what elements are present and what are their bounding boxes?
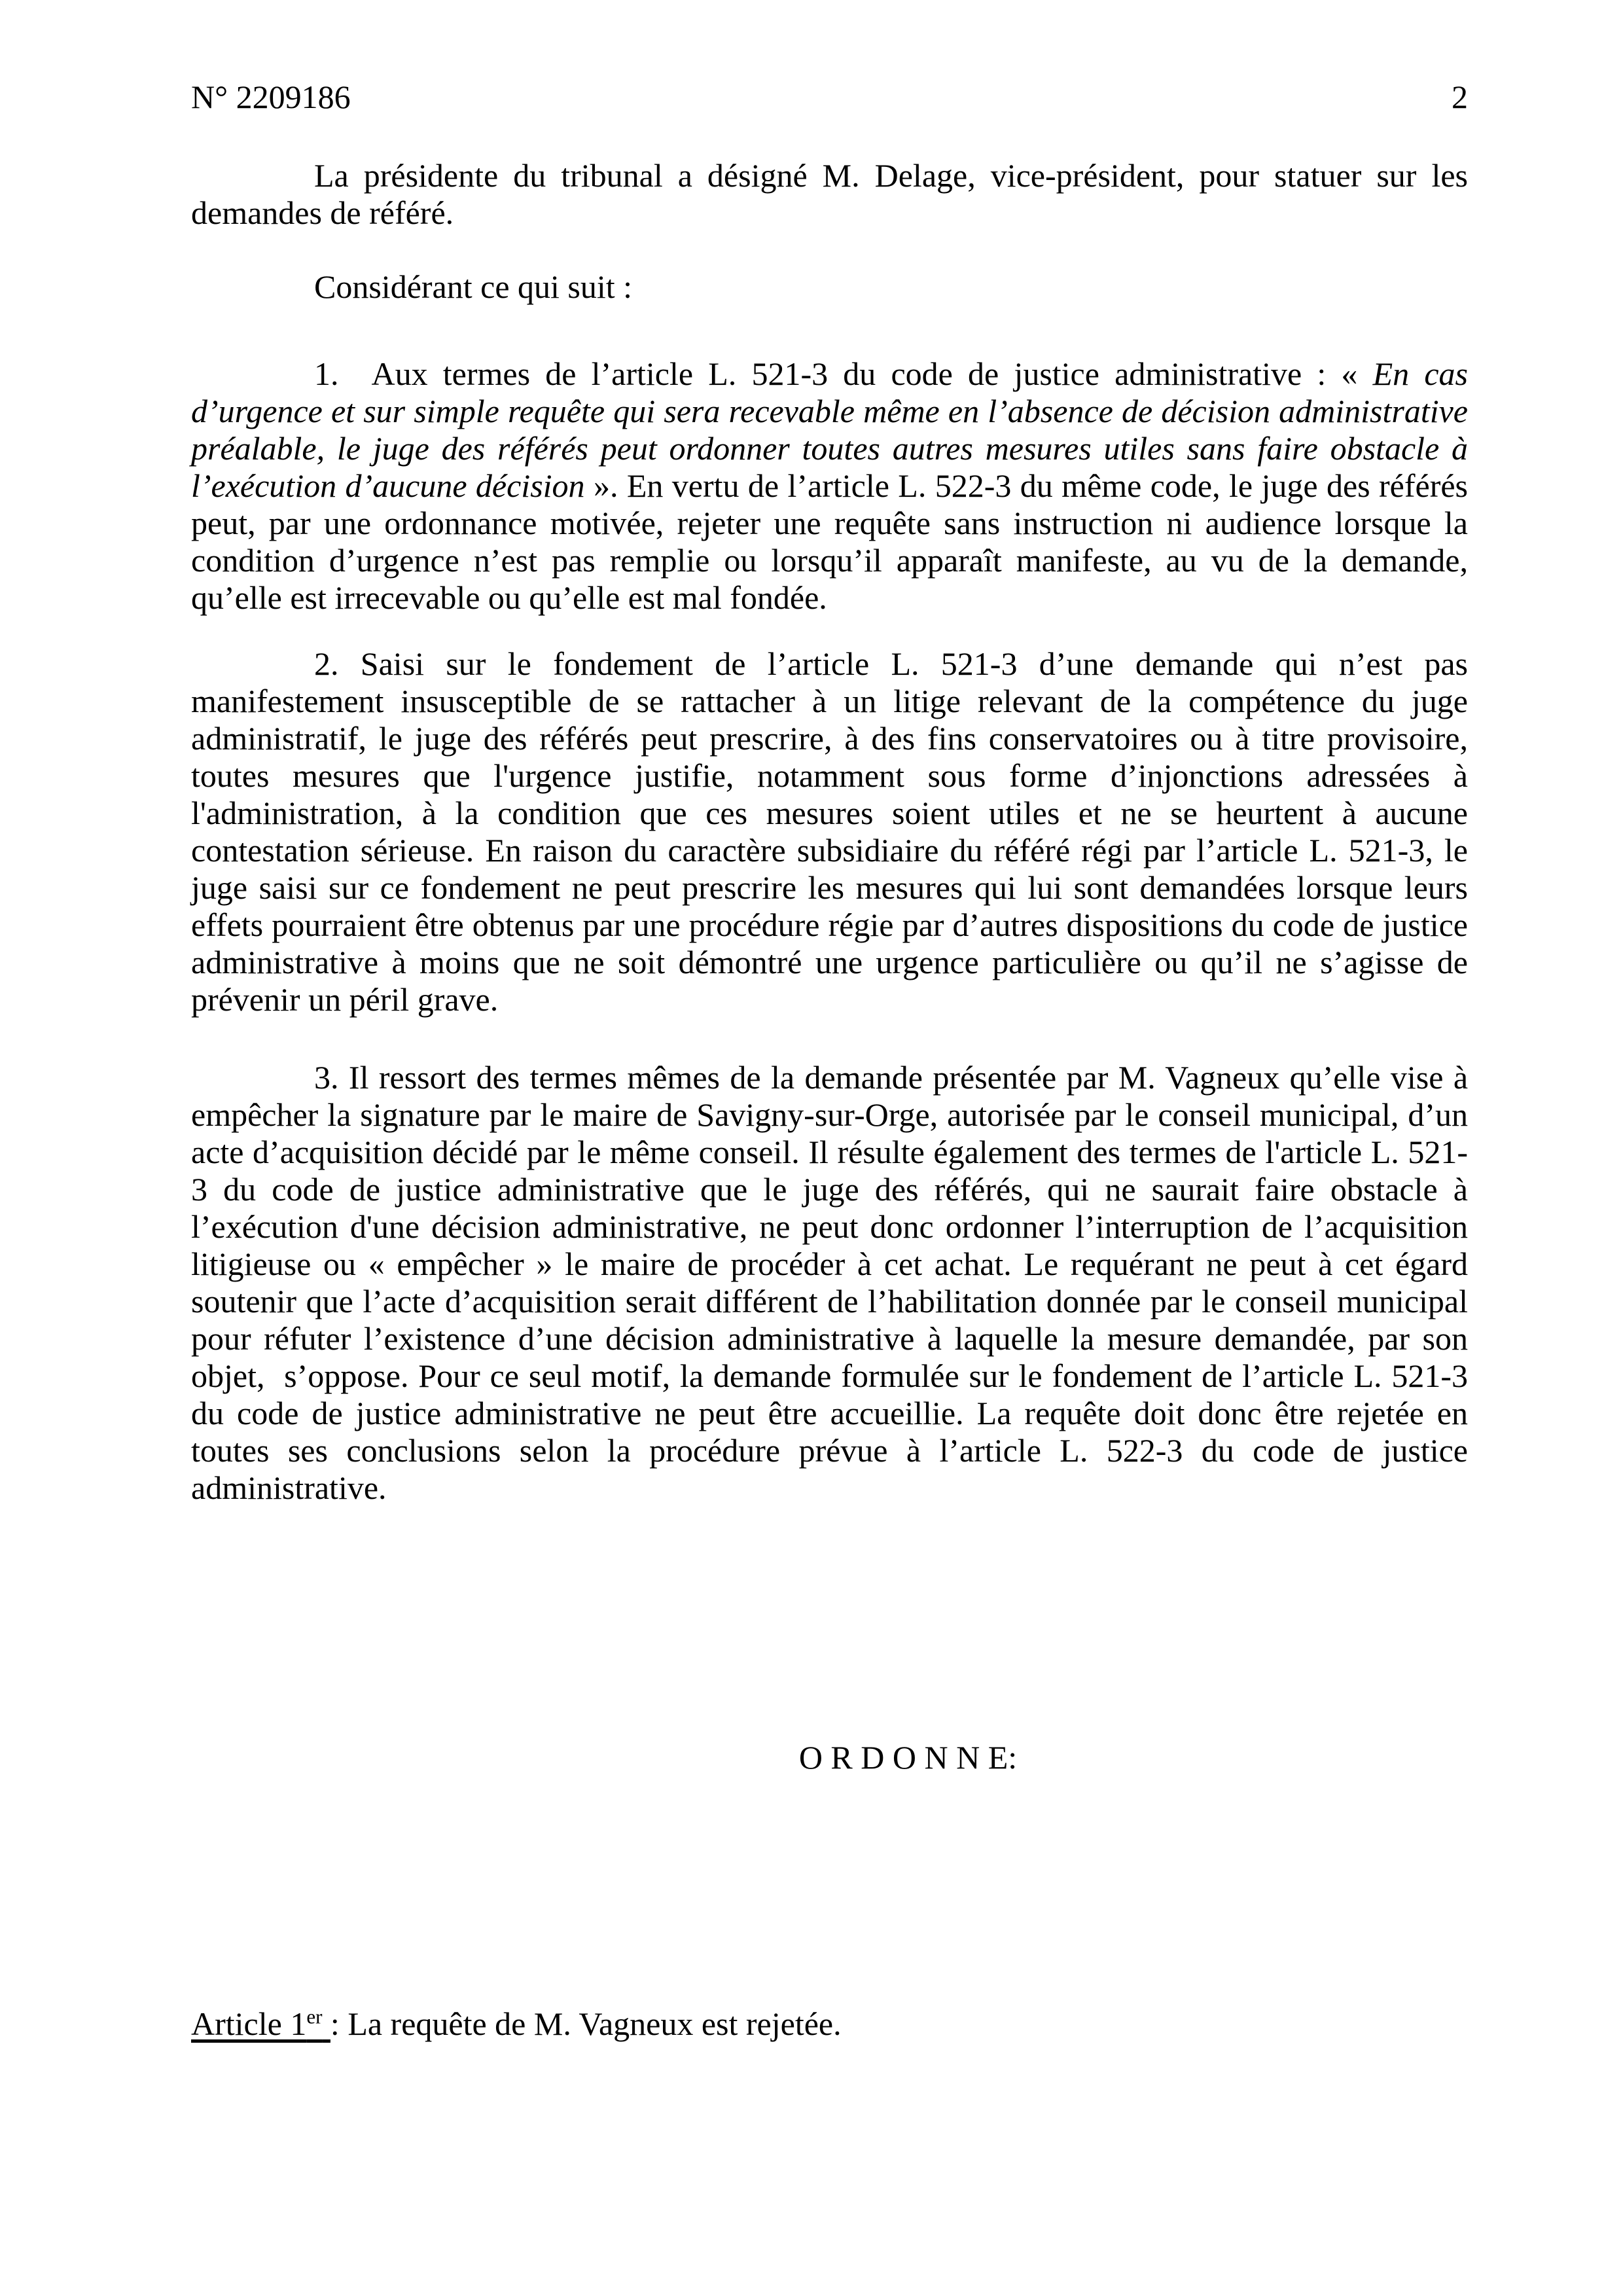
paragraph-2-text: Saisi sur le fondement de l’article L. 521-3 d’une demande qui n’est pas manifestement insusceptible de se rattacher à un litige relevant de la compétence du juge administratif, le juge des référés peut prescrire, à des fins conservatoires ou à titre provisoire, toutes mesures que l'urgence justifie, notamment sous forme d’injonctions adressées à l'administration, à la condition que ces mesures soient utiles et ne se heurtent à aucune contestation sérieuse. En raison du caractère subsidiaire du référé régi par l’article L. 521-3, le juge saisi sur ce fondement ne peut prescrire les mesures qui lui sont demandées lorsque leurs effets pourraient être obtenus par une procédure régie par d’autres dispositions du code de justice administrative à moins que ne soit démontré une urgence particulière ou qu’il ne s’agisse de prévenir un péril grave. [191,645,1468,1018]
paragraph-1 [191,355,1468,617]
paragraph-1-text-before-quote: Aux termes de l’article L. 521-3 du code de justice administrative : « [371,355,1373,392]
paragraph-3-text: Il ressort des termes mêmes de la demande présentée par M. Vagneux qu’elle vise à empêcher la signature par le maire de Savigny-sur-Orge, autorisée par le conseil municipal, d’un acte d’acquisition décidé par le même conseil. Il résulte également des termes de l'article L. 521-3 du code de justice administrative que le juge des référés, qui ne saurait faire obstacle à l’exécution d'une décision administrative, ne peut donc ordonner l’interruption de l’acquisition litigieuse ou « empêcher » le maire de procéder à cet achat. Le requérant ne peut à cet égard soutenir que l’acte d’acquisition serait différent de l’habilitation donnée par le conseil municipal pour réfuter l’existence d’une décision administrative à laquelle la mesure demandée, par son objet, s’oppose. Pour ce seul motif, la demande formulée sur le fondement de l’article L. 521-3 du code de justice administrative ne peut être accueillie. La requête doit donc être rejetée en toutes ses conclusions selon la procédure prévue à l’article L. 522-3 du code de justice administrative. [191,1059,1469,1506]
article-1-ordinal-suffix: er [306,2005,323,2028]
paragraph-3-number: 3. [314,1059,339,1096]
paragraph-1-text-after-quote: ». En vertu de l’article L. 522-3 du même code, le juge des référés peut, par une ordonnance motivée, rejeter une requête sans instruction ni audience lorsque la condition d’urgence n’est pas remplie ou lorsqu’il apparaît manifeste, au vu de la demande, qu’elle est irrecevable ou qu’elle est mal fondée. [191,467,1468,616]
article-1-label-base: Article 1 [191,2005,307,2042]
paragraph-3 [191,1059,1468,1507]
article-1-line [191,2005,1468,2043]
page-header [191,79,1468,116]
article-1-text: : La requête de M. Vagneux est rejetée. [330,2005,842,2042]
article-1-label [191,2005,330,2042]
paragraph-1-number: 1. [314,355,339,392]
paragraph-2 [191,645,1468,1018]
ordonne-heading: O R D O N N E: [798,1739,1018,1776]
paragraph-2-number: 2. [314,645,339,682]
paragraph-1-quoted-text: En cas d’urgence et sur simple requête qui sera recevable même en l’absence de décision administrative préalable, le juge des référés peut ordonner toutes autres mesures utiles sans faire obstacle à l’exécution d’aucune décision [191,355,1468,504]
page-number: 2 [1452,79,1468,115]
document-content [191,0,1468,2043]
case-number: N° 2209186 [191,79,351,115]
considerant-line: Considérant ce qui suit : [314,268,633,305]
intro-paragraph: La présidente du tribunal a désigné M. Delage, vice-président, pour statuer sur les demandes de référé. [191,157,1468,231]
